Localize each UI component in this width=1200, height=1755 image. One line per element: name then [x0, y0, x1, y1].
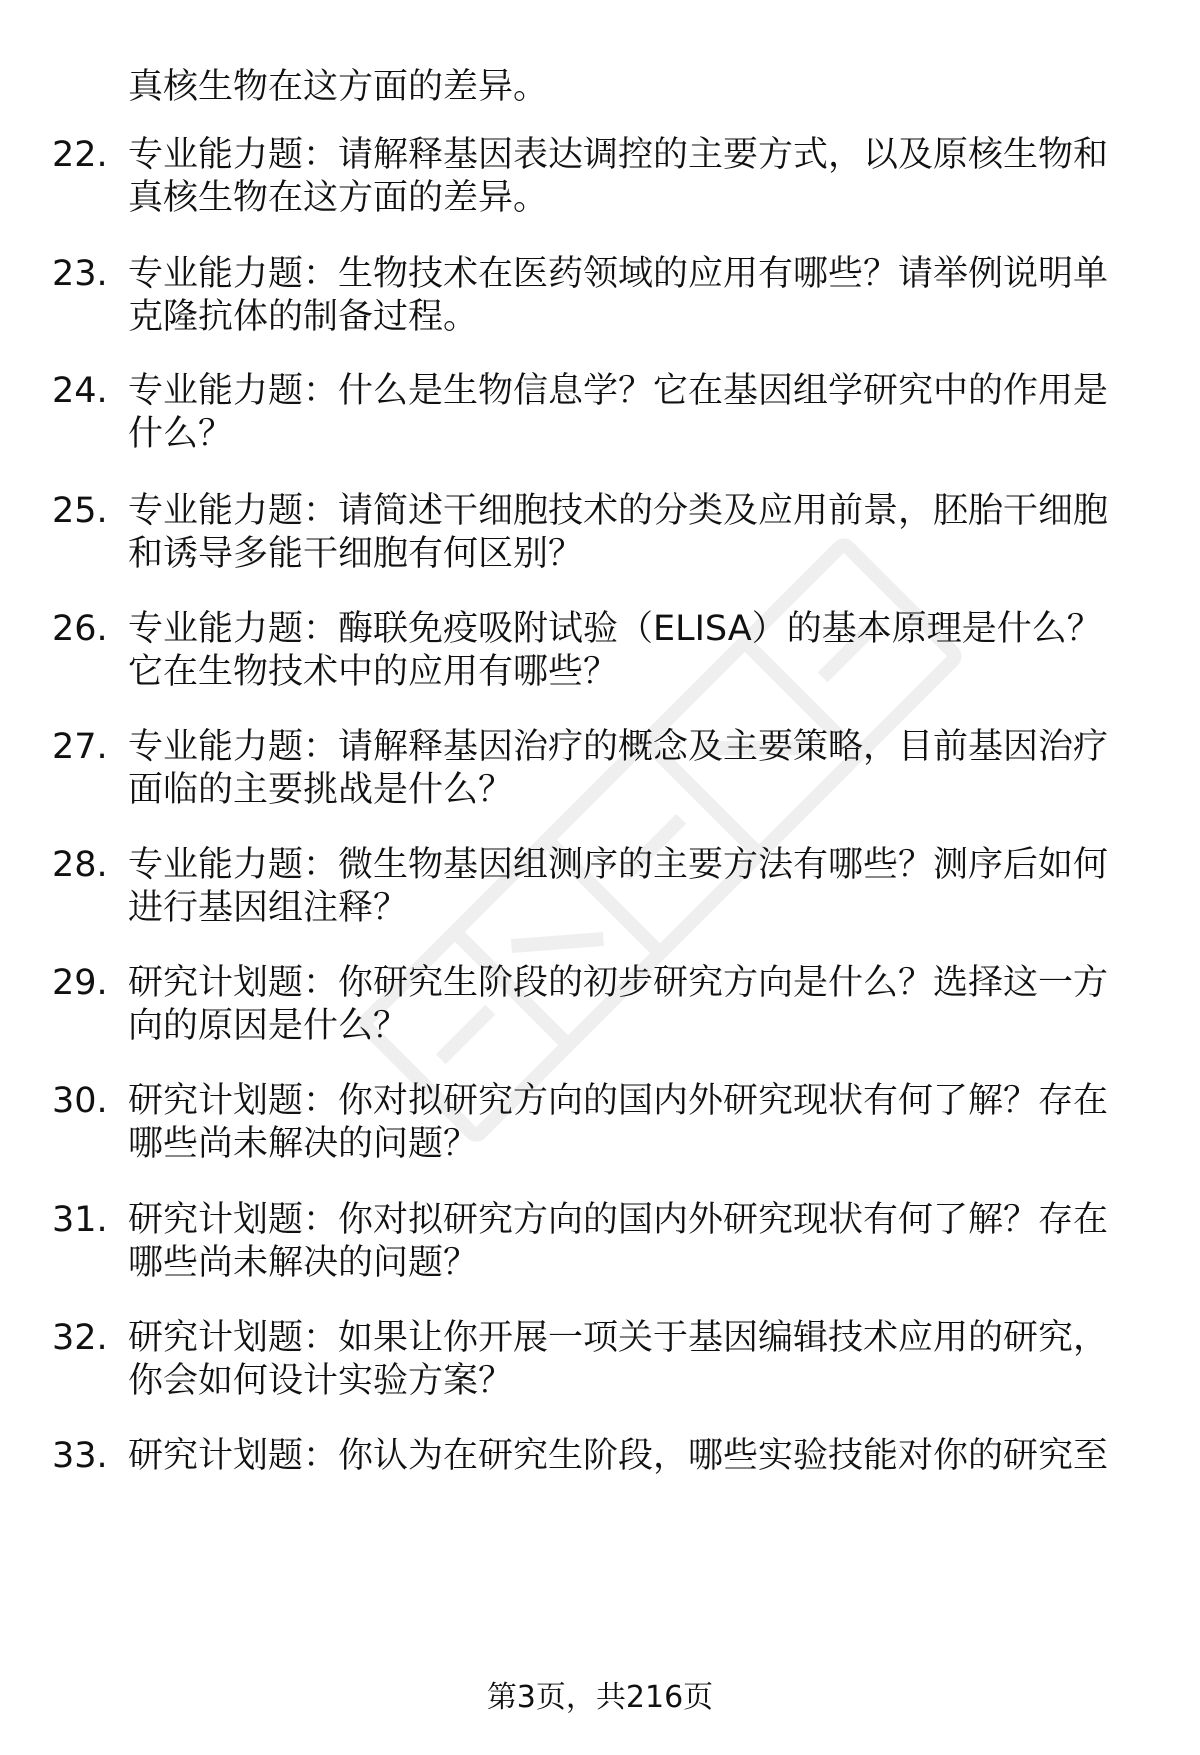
page-footer: 第3页，共216页 [486, 1680, 714, 1715]
question-number: 32. [52, 1318, 108, 1358]
question-text-line1: 研究计划题：你对拟研究方向的国内外研究现状有何了解？存在 [128, 1200, 1109, 1240]
question-text-line2: 克隆抗体的制备过程。 [128, 297, 479, 337]
top-fragment-text: 真核生物在这方面的差异。 [128, 67, 549, 107]
question-text-line1: 专业能力题：请解释基因表达调控的主要方式，以及原核生物和 [128, 135, 1109, 175]
question-number: 27. [52, 727, 108, 767]
question-number: 22. [52, 135, 108, 175]
question-text-line1: 研究计划题：你对拟研究方向的国内外研究现状有何了解？存在 [128, 1081, 1109, 1121]
question-text-line2: 哪些尚未解决的问题？ [128, 1243, 479, 1283]
question-text-line2: 和诱导多能干细胞有何区别？ [128, 534, 584, 574]
question-text-line2: 它在生物技术中的应用有哪些？ [128, 652, 619, 692]
question-number: 29. [52, 963, 108, 1003]
question-number: 31. [52, 1200, 108, 1240]
question-text-line2: 什么？ [128, 414, 234, 454]
question-text-line1: 研究计划题：如果让你开展一项关于基因编辑技术应用的研究， [128, 1318, 1109, 1358]
question-text-line1: 专业能力题：微生物基因组测序的主要方法有哪些？测序后如何 [128, 845, 1109, 885]
question-number: 28. [52, 845, 108, 885]
question-text-line2: 哪些尚未解决的问题？ [128, 1124, 479, 1164]
question-number: 26. [52, 609, 108, 649]
question-text-line1: 专业能力题：请解释基因治疗的概念及主要策略，目前基因治疗 [128, 727, 1109, 767]
question-text-line2: 进行基因组注释？ [128, 888, 409, 928]
question-number: 33. [52, 1436, 108, 1476]
question-text-line1: 专业能力题：生物技术在医药领域的应用有哪些？请举例说明单 [128, 254, 1109, 294]
question-text-line2: 向的原因是什么？ [128, 1006, 409, 1046]
question-text-line2: 你会如何设计实验方案？ [128, 1361, 514, 1401]
question-text-line1: 专业能力题：什么是生物信息学？它在基因组学研究中的作用是 [128, 371, 1109, 411]
question-number: 23. [52, 254, 108, 294]
question-text-line1: 研究计划题：你研究生阶段的初步研究方向是什么？选择这一方 [128, 963, 1109, 1003]
question-text-line1: 专业能力题：请简述干细胞技术的分类及应用前景，胚胎干细胞 [128, 491, 1109, 531]
question-text-line2: 面临的主要挑战是什么？ [128, 770, 514, 810]
question-number: 25. [52, 491, 108, 531]
question-text-line1: 专业能力题：酶联免疫吸附试验（ELISA）的基本原理是什么？ [128, 609, 1102, 649]
question-number: 30. [52, 1081, 108, 1121]
question-text-line2: 真核生物在这方面的差异。 [128, 178, 549, 218]
question-text-line1: 研究计划题：你认为在研究生阶段，哪些实验技能对你的研究至 [128, 1436, 1109, 1476]
question-number: 24. [52, 371, 108, 411]
